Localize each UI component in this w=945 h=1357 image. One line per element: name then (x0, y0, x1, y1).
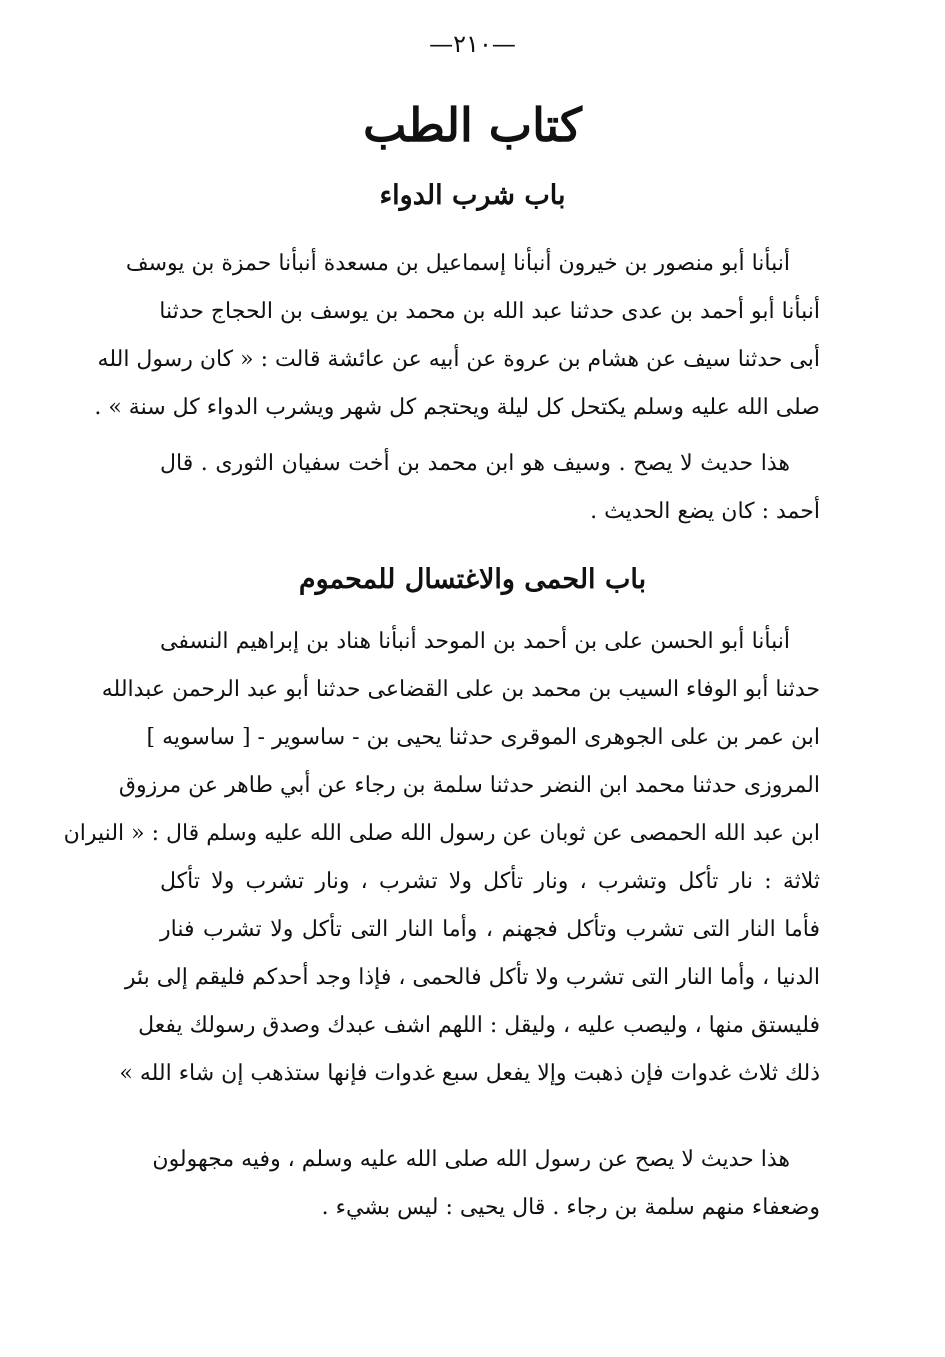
text-line: ذلك ثلاث غدوات فإن ذهبت وإلا يفعل سبع غدوات فإنها ستذهب إن شاء الله » (119, 1061, 820, 1086)
text-line: أنبأنا أبو الحسن على بن أحمد بن الموحد أنبأنا هناد بن إبراهيم النسفى (160, 629, 790, 654)
paragraph-commentary-fever (152, 1136, 820, 1232)
text-line: فأما النار التى تشرب وتأكل فجهنم ، وأما النار التى تأكل ولا تشرب فنار (160, 917, 820, 942)
page-number: —٢١٠— (429, 30, 516, 58)
paragraph-hadith-fever (63, 618, 820, 1098)
text-line: أبى حدثنا سيف عن هشام بن عروة عن أبيه عن عائشة قالت : « كان رسول الله (97, 347, 820, 372)
text-line: هذا حديث لا يصح عن رسول الله صلى الله عليه وسلم ، وفيه مجهولون (152, 1147, 790, 1172)
book-title: كتاب الطب (363, 98, 582, 152)
text-line: ابن عمر بن على الجوهرى الموقرى حدثنا يحيى بن - ساسوير - [ ساسويه ] (146, 725, 820, 750)
text-line: حدثنا أبو الوفاء السيب بن محمد بن على القضاعى حدثنا أبو عبد الرحمن عبدالله (101, 677, 820, 702)
text-line: ثلاثة : نار تأكل وتشرب ، ونار تأكل ولا تشرب ، ونار تشرب ولا تأكل (160, 869, 820, 894)
chapter-title-drinking-medicine: باب شرب الدواء (379, 180, 566, 211)
text-line: الدنيا ، وأما النار التى تشرب ولا تأكل فالحمى ، فإذا وجد أحدكم فليقم إلى بئر (124, 965, 820, 990)
text-line: أحمد : كان يضع الحديث . (590, 499, 820, 524)
paragraph-hadith-medicine (94, 240, 820, 432)
paragraph-commentary-medicine (160, 440, 820, 536)
text-line: أنبأنا أبو أحمد بن عدى حدثنا عبد الله بن محمد بن يوسف بن الحجاج حدثنا (159, 299, 820, 324)
text-line: ابن عبد الله الحمصى عن ثوبان عن رسول الله صلى الله عليه وسلم قال : « النيران (63, 821, 820, 846)
text-line: المروزى حدثنا محمد ابن النضر حدثنا سلمة بن رجاء عن أبي طاهر عن مرزوق (118, 773, 820, 798)
chapter-title-fever-bathing: باب الحمى والاغتسال للمحموم (298, 564, 647, 595)
text-line: فليستق منها ، وليصب عليه ، وليقل : اللهم اشف عبدك وصدق رسولك يفعل (138, 1013, 820, 1038)
text-line: صلى الله عليه وسلم يكتحل كل ليلة ويحتجم كل شهر ويشرب الدواء كل سنة » . (94, 395, 820, 420)
text-line: أنبأنا أبو منصور بن خيرون أنبأنا إسماعيل بن مسعدة أنبأنا حمزة بن يوسف (125, 251, 790, 276)
text-line: هذا حديث لا يصح . وسيف هو ابن محمد بن أخت سفيان الثورى . قال (160, 451, 790, 476)
text-line: وضعفاء منهم سلمة بن رجاء . قال يحيى : ليس بشيء . (321, 1195, 820, 1220)
